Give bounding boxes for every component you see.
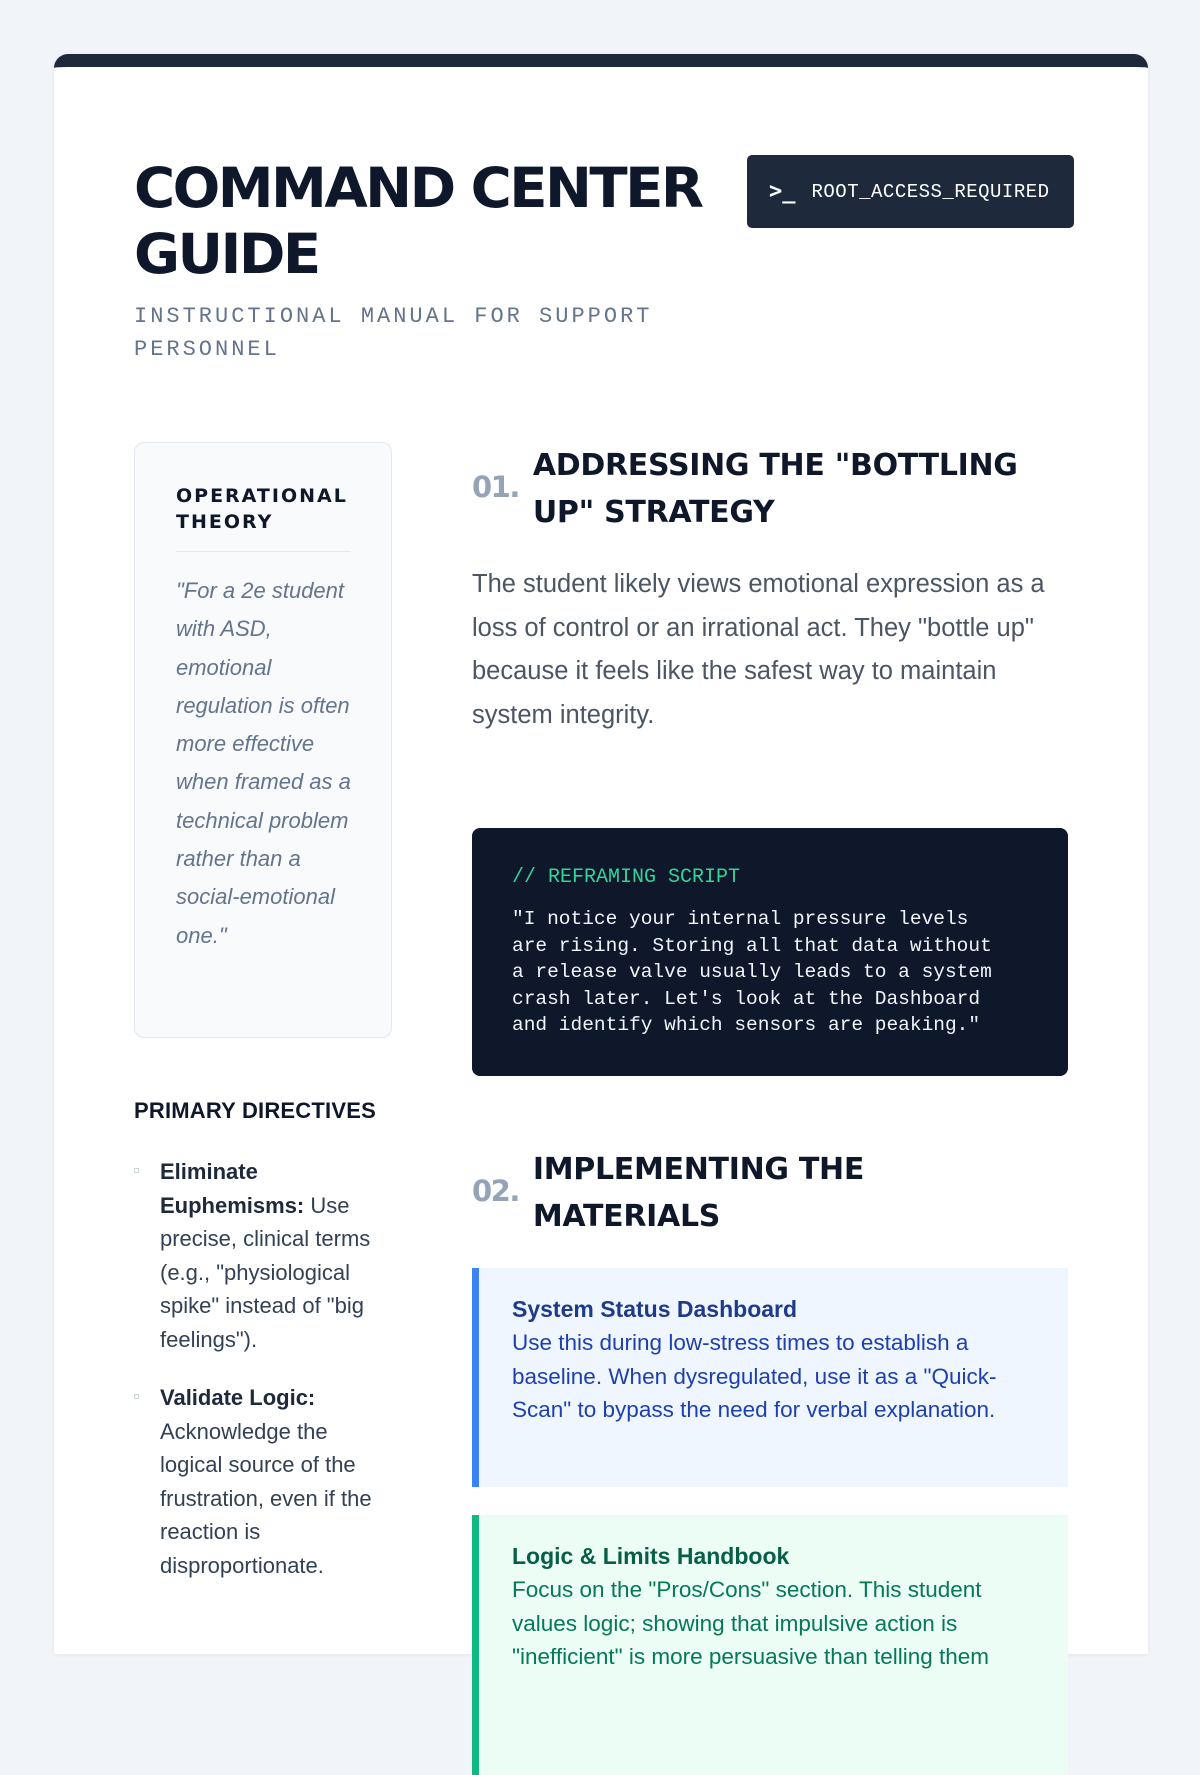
directive-label: Eliminate Euphemisms: xyxy=(160,1159,305,1218)
callout-text: Focus on the "Pros/Cons" section. This student values logic; showing that impulsive action is "inefficient" is more persuasive than telling them xyxy=(512,1577,990,1669)
list-item xyxy=(134,1155,394,1356)
section-number: 01. xyxy=(472,470,519,504)
section-02-header xyxy=(472,1146,933,1240)
operational-theory-quote: "For a 2e student with ASD, emotional regulation is often more effective when framed as a technical problem rather than a social-emotional one." xyxy=(176,578,351,948)
directives-list xyxy=(134,1155,394,1582)
list-item xyxy=(134,1381,394,1582)
section-title: ADDRESSING THE "BOTTLING UP" STRATEGY xyxy=(532,448,1018,530)
root-access-badge xyxy=(747,155,1074,228)
page-subtitle: INSTRUCTIONAL MANUAL FOR SUPPORT PERSONNEL xyxy=(134,304,653,362)
root-access-label: ROOT_ACCESS_REQUIRED xyxy=(811,180,1050,203)
terminal-icon: >_ xyxy=(769,179,796,204)
directive-text: Use precise, clinical terms (e.g., "physiological spike" instead of "big feelings"). xyxy=(160,1192,371,1352)
primary-directives-title: PRIMARY DIRECTIVES xyxy=(134,1098,376,1123)
callout-title: System Status Dashboard xyxy=(512,1296,798,1322)
guide-card xyxy=(54,54,1148,1669)
bullet-icon xyxy=(134,1394,139,1399)
system-status-dashboard-callout xyxy=(472,1268,1068,1487)
page-title: COMMAND CENTER GUIDE xyxy=(134,156,702,286)
section-title: IMPLEMENTING THE MATERIALS xyxy=(532,1152,865,1234)
logic-limits-handbook-callout xyxy=(472,1515,1068,1775)
callout-title: Logic & Limits Handbook xyxy=(512,1543,790,1569)
directive-text: Acknowledge the logical source of the frustration, even if the reaction is disproportionate. xyxy=(160,1418,372,1578)
operational-theory-box xyxy=(134,442,392,1038)
section-01-header xyxy=(472,442,1053,536)
script-comment: // REFRAMING SCRIPT xyxy=(512,866,741,889)
callout-text: Use this during low-stress times to establish a baseline. When dysregulated, use it as a "Quick-Scan" to bypass the need for verbal explanation. xyxy=(512,1330,997,1422)
section-01-body: The student likely views emotional expression as a loss of control or an irrational act. They "bottle up" because it feels like the safest way to maintain system integrity. xyxy=(472,570,1045,729)
primary-directives xyxy=(134,1097,394,1607)
reframing-script-box xyxy=(472,828,1068,1076)
script-text: "I notice your internal pressure levels are rising. Storing all that data without a release valve usually leads to a system crash later. Let's look at the Dashboard and identify which sensors are peaking." xyxy=(512,908,992,1036)
section-number: 02. xyxy=(472,1174,519,1208)
bullet-icon xyxy=(134,1168,139,1173)
page-header xyxy=(134,155,1074,375)
operational-theory-title: OPERATIONAL THEORY xyxy=(176,483,351,552)
directive-label: Validate Logic: xyxy=(160,1385,316,1410)
